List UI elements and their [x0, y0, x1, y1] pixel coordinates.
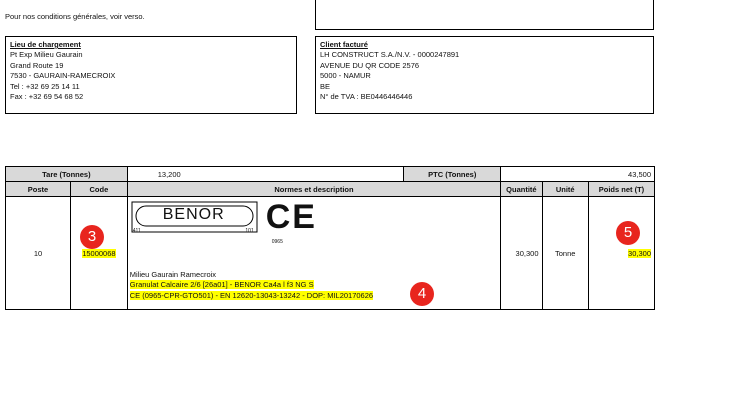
- client-title: Client facturé: [320, 40, 368, 49]
- ptc-label: PTC (Tonnes): [404, 167, 501, 182]
- tare-value-text: 13,200: [157, 169, 181, 179]
- unite-cell: Tonne: [542, 197, 588, 310]
- callout-badge-4: 4: [410, 282, 434, 306]
- ce-number: 0965: [271, 239, 283, 245]
- client-address-box: [315, 36, 654, 114]
- header-normes: Normes et description: [127, 182, 500, 197]
- loading-line: Pt Exp Milieu Gaurain: [10, 50, 83, 59]
- description-cell: [127, 197, 500, 310]
- poids-cell: [588, 197, 654, 310]
- tare-label: Tare (Tonnes): [6, 167, 128, 182]
- description-line: Milieu Gaurain Ramecroix: [129, 270, 217, 279]
- header-row: [6, 182, 655, 197]
- header-poids: Poids net (T): [588, 182, 654, 197]
- benor-number-left: 411: [132, 228, 141, 234]
- ce-mark-icon: CE: [265, 198, 317, 236]
- poste-cell: 10: [6, 197, 71, 310]
- code-cell: [71, 197, 128, 310]
- tare-value: [127, 167, 404, 182]
- callout-badge-5: 5: [616, 221, 640, 245]
- loading-line: 7530 - GAURAIN-RAMECROIX: [10, 71, 116, 80]
- top-right-box: [315, 0, 654, 30]
- client-line: 5000 - NAMUR: [320, 71, 371, 80]
- table-row: [6, 197, 655, 310]
- client-line: BE: [320, 81, 331, 91]
- ce-mark: [265, 198, 317, 245]
- benor-logo: [131, 201, 258, 235]
- loading-title: Lieu de chargement: [10, 40, 81, 49]
- description-line: [130, 291, 373, 300]
- header-poste: Poste: [6, 182, 71, 197]
- header-unite: Unité: [542, 182, 588, 197]
- client-line: AVENUE DU QR CODE 2576: [320, 60, 420, 70]
- product-description: Granulat Calcaire 2/6 [26a01] - BENOR Ca4a l f3 NG S: [129, 280, 314, 289]
- code-value: 15000068: [82, 248, 116, 258]
- client-line: N° de TVA : BE0446446446: [320, 92, 413, 101]
- benor-text: BENOR: [162, 206, 225, 223]
- loading-line: Tel : +32 69 25 14 11: [10, 81, 80, 91]
- conditions-note: Pour nos conditions générales, voir verso.: [5, 12, 145, 21]
- loading-address-box: [5, 36, 297, 114]
- loading-line: Fax : +32 69 54 68 52: [10, 92, 84, 101]
- ptc-value: 43,500: [501, 167, 655, 182]
- quantite-cell: 30,300: [501, 197, 542, 310]
- client-line: LH CONSTRUCT S.A./N.V. - 0000247891: [320, 50, 460, 59]
- certification-description: CE (0965-CPR-GTO501) - EN 12620-13043-13242 - DOP: MIL20170626: [129, 291, 374, 300]
- header-code: Code: [71, 182, 128, 197]
- tare-row: [6, 167, 655, 182]
- callout-badge-3: 3: [80, 225, 104, 249]
- header-quantite: Quantité: [501, 182, 542, 197]
- description-line: [130, 280, 314, 289]
- poids-value: 30,300: [628, 248, 651, 258]
- loading-line: Grand Route 19: [10, 60, 64, 70]
- benor-number-right: 101: [245, 228, 254, 234]
